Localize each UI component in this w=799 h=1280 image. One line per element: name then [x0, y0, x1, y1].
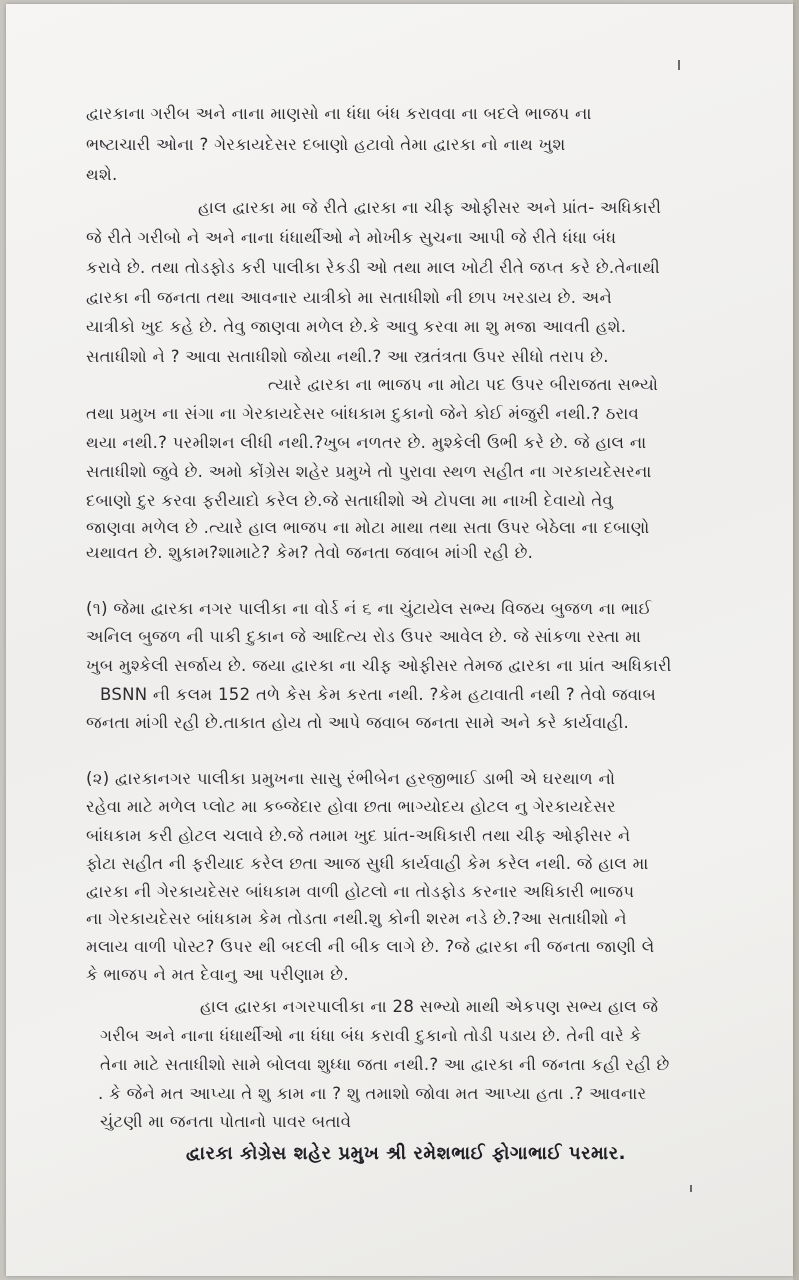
point2-line: ફોટા સહીત ની ફરીયાદ કરેલ છતા આજ સુધી કાર્યવાહી કેમ કરેલ નથી. જે હાલ મા [86, 854, 649, 873]
point2-line: રહેવા માટે મળેલ પ્લોટ મા કબ્જેદાર હોવા છતા ભાગ્યોદય હોટલ નુ ગેરકાયદેસર [86, 797, 616, 816]
para2-line: યથાવત છે. શુકામ?શામાટે? કેમ? તેવો જનતા જવાબ માંગી રહી છે. [86, 543, 534, 562]
para2-line: સતાધીશો જુવે છે. અમો કોંગ્રેસ શહેર પ્રમુખે તો પુરાવા સ્થળ સહીત ના ગરકાયદેસરના [86, 462, 652, 481]
point2-line: દ્વારકા ની ગેરકાયદેસર બાંધકામ વાળી હોટલો ના તોડફોડ કરનાર અધિકારી ભાજપ [86, 882, 635, 901]
intro-line: દ્વારકાના ગરીબ અને નાના માણસો ના ધંધા બંધ કરાવવા ના બદલે ભાજપ ના [86, 104, 592, 123]
para1-line: યાત્રીકો ખુદ કહે છે. તેવુ જાણવા મળેલ છે.કે આવુ કરવા મા શુ મજા આવતી હશે. [86, 317, 627, 336]
background-edge [793, 0, 799, 1280]
pen-mark [678, 60, 680, 70]
para1-line: જે રીતે ગરીબો ને અને નાના ધંધાર્થીઓ ને મોખીક સુચના આપી જે રીતે ધંધા બંધ [86, 228, 617, 247]
intro-line: થશે. [86, 165, 118, 184]
para2-line: જાણવા મળેલ છે .ત્યારે હાલ ભાજપ ના મોટા માથા તથા સતા ઉપર બેઠેલા ના દબાણો [86, 518, 650, 537]
point1-line: (૧) જેમા દ્વારકા નગર પાલીકા ના વોર્ડ નં ૬ ના ચુંટાયેલ સભ્ય વિજય બુજળ ના ભાઈ [86, 599, 652, 618]
para3-line: . કે જેને મત આપ્યા તે શુ કામ ના ? શુ તમાશો જોવા મત આપ્યા હતા .? આવનાર [98, 1084, 647, 1103]
para1-line: દ્વારકા ની જનતા તથા આવનાર યાત્રીકો મા સતાધીશો ની છાપ ખરડાય છે. અને [86, 288, 613, 307]
pen-mark [690, 1185, 692, 1192]
para3-line: હાલ દ્વારકા નગરપાલીકા ના 28 સભ્યો માથી એકપણ સભ્ય હાલ જે [200, 997, 659, 1016]
para2-line: દબાણો દુર કરવા ફરીયાદો કરેલ છે.જે સતાધીશો એ ટોપલા મા નાખી દેવાયો તેવુ [86, 491, 614, 510]
intro-line: ભષ્ટાચારી ઓના ? ગેરકાયદેસર દબાણો હટાવો તેમા દ્વારકા નો નાથ ખુશ [86, 135, 566, 154]
para1-line: હાલ દ્વારકા મા જે રીતે દ્વારકા ના ચીફ ઓફીસર અને પ્રાંત- અધિકારી [198, 198, 662, 217]
para3-line: ગરીબ અને નાના ધંધાર્થીઓ ના ધંધા બંધ કરાવી દુકાનો તોડી પડાય છે. તેની વારે કે [100, 1026, 642, 1045]
point1-line: અનિલ બુજળ ની પાકી દુકાન જે આદિત્ય રોડ ઉપર આવેલ છે. જે સાંકળા રસ્તા મા [86, 627, 642, 646]
point1-line: BSNN ની કલમ 152 તળે કેસ કેમ કરતા નથી. ?કેમ હટાવાતી નથી ? તેવો જવાબ [100, 685, 657, 704]
para3-line: તેના માટે સતાધીશો સામે બોલવા શુધ્ધા જતા નથી.? આ દ્વારકા ની જનતા કહી રહી છે [100, 1055, 670, 1074]
para1-line: કરાવે છે. તથા તોડફોડ કરી પાલીકા રેકડી ઓ તથા માલ ખોટી રીતે જપ્ત કરે છે.તેનાથી [86, 258, 660, 277]
para2-line: ત્યારે દ્વારકા ના ભાજપ ના મોટા પદ ઉપર બીરાજતા સભ્યો [268, 375, 659, 394]
point2-line: મલાય વાળી પોસ્ટ? ઉપર થી બદલી ની બીક લાગે છે. ?જે દ્વારકા ની જનતા જાણી લે [86, 937, 655, 956]
signature: દ્વારકા કોગ્રેસ શહેર પ્રમુખ શ્રી રમેશભાઈ ફોગાભાઈ પરમાર. [186, 1143, 627, 1164]
point2-line: કે ભાજપ ને મત દેવાનુ આ પરીણામ છે. [86, 965, 349, 984]
para2-line: તથા પ્રમુખ ના સંગા ના ગેરકાયદેસર બાંધકામ દુકાનો જેને કોઈ મંજુરી નથી.? ઠરાવ [86, 404, 640, 423]
para2-line: થયા નથી.? પરમીશન લીધી નથી.?ખુબ નળતર છે. મુશ્કેલી ઉભી કરે છે. જે હાલ ના [86, 433, 647, 452]
point1-line: ખુબ મુશ્કેલી સર્જાય છે. જયા દ્વારકા ના ચીફ ઓફીસર તેમજ દ્વારકા ના પ્રાંત અધિકારી [86, 656, 672, 675]
para1-line: સતાધીશો ને ? આવા સતાધીશો જોયા નથી.? આ સ્ત્રતંત્રતા ઉપર સીધો તરાપ છે. [86, 347, 609, 366]
point2-line: (૨) દ્વારકાનગર પાલીકા પ્રમુખના સાસુ રંભીબેન હરજીભાઈ ડાભી એ ઘરથાળ નો [86, 769, 616, 788]
point1-line: જનતા માંગી રહી છે.તાકાત હોય તો આપે જવાબ જનતા સામે અને કરે કાર્યવાહી. [86, 713, 630, 732]
point2-line: ના ગેરકાયદેસર બાંધકામ કેમ તોડતા નથી.શુ કોની શરમ નડે છે.?આ સતાધીશો ને [86, 909, 627, 928]
point2-line: બાંધકામ કરી હોટલ ચલાવે છે.જે તમામ ખુદ પ્રાંત-અધિકારી તથા ચીફ ઓફીસર ને [86, 826, 631, 845]
para3-line: ચુંટણી મા જનતા પોતાનો પાવર બતાવે [100, 1112, 352, 1131]
